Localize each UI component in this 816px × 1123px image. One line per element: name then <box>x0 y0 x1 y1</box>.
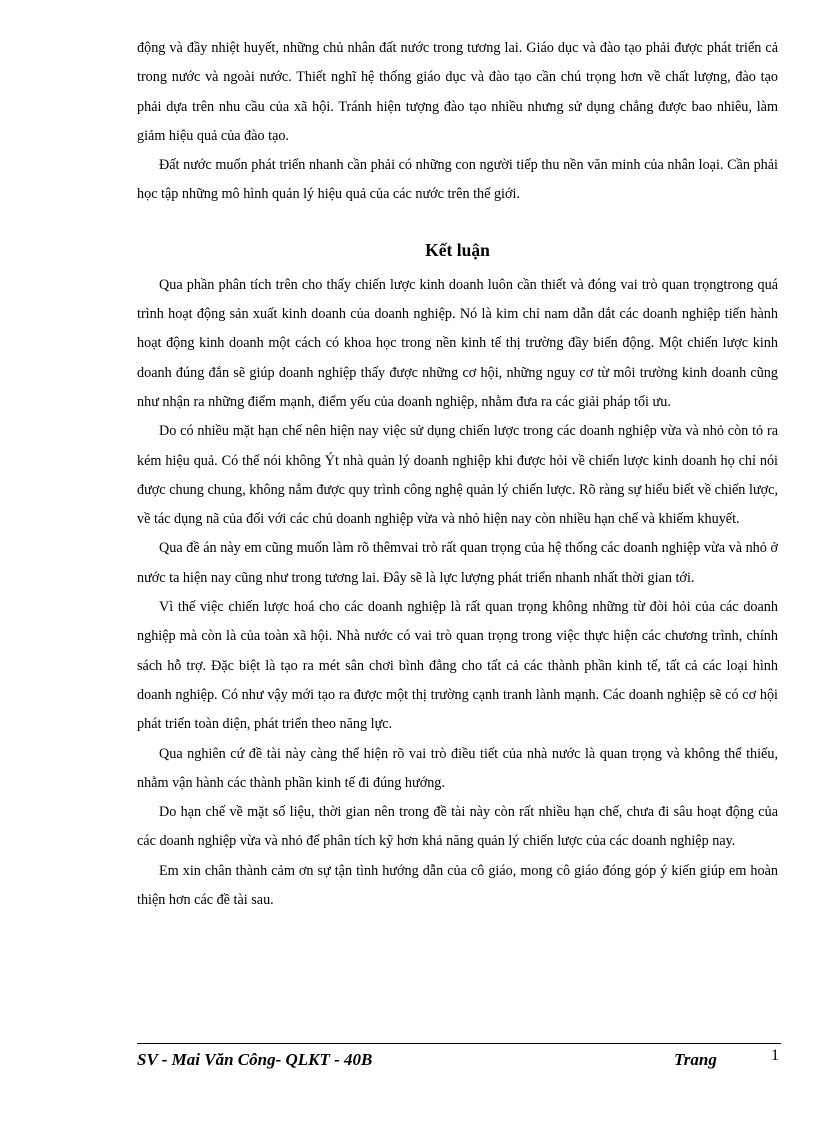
paragraph: Qua phần phân tích trên cho thấy chiến lược kinh doanh luôn cần thiết và đóng vai trò quan trọngtrong quá trình hoạt động sản xuất kinh doanh của doanh nghiệp. Nó là kim chỉ nam dẫn dắt các doanh nghiệp tiến hành hoạt động kinh doanh một cách có khoa học trong nền kinh tế thị trường đầy biến động. Một chiến lược kinh doanh đúng đắn sẽ giúp doanh nghiệp thấy được những cơ hội, những nguy cơ từ môi trường kinh doanh cũng như nhận ra những điểm mạnh, điểm yếu của doanh nghiệp, nhằm đưa ra các giải pháp tối ưu. <box>137 276 778 410</box>
paragraph: Qua nghiên cứ đề tài này càng thể hiện rõ vai trò điều tiết của nhà nước là quan trọng và không thể thiếu, nhằm vận hành các thành phần kinh tế đi đúng hướng. <box>137 745 778 791</box>
paragraph: Do có nhiều mặt hạn chế nên hiện nay việc sử dụng chiến lược trong các doanh nghiệp vừa và nhỏ còn tỏ ra kém hiệu quả. Có thể nói không Ýt nhà quản lý doanh nghiệp khi được hỏi về chiến lược kinh doanh họ chỉ nói được chung chung, không nắm được quy trình công nghệ quản lý chiến lược. Rõ ràng sự hiểu biết về chiến lược, về tác dụng nã của đối với các chủ doanh nghiệp vừa và nhỏ hiện nay còn nhiều hạn chế và khiếm khuyết. <box>137 423 778 528</box>
footer-author: SV - Mai Văn Công- QLKT - 40B <box>137 1050 373 1069</box>
paragraph: Vì thế việc chiến lược hoá cho các doanh nghiệp là rất quan trọng không những từ đòi hỏi của các doanh nghiệp mà còn là của toàn xã hội. Nhà nước có vai trò quan trọng trong việc thực hiện các chương trình, chính sách hỗ trợ. Đặc biệt là tạo ra mét sân chơi bình đẳng cho tất cả các thành phần kinh tế, tất cả các loại hình doanh nghiệp. Có như vậy mới tạo ra được một thị trường cạnh tranh lành mạnh. Các doanh nghiệp sẽ có cơ hội phát triển toàn diện, phát triển theo năng lực. <box>137 599 778 733</box>
section-heading: Kết luận <box>425 239 490 260</box>
paragraph: Đất nước muốn phát triển nhanh cần phải có những con người tiếp thu nền văn minh của nhân loại. Cần phải học tập những mô hình quản lý hiệu quả của các nước trên thế giới. <box>137 157 778 203</box>
paragraph: Qua đề án này em cũng muốn làm rõ thêmvai trò rất quan trọng của hệ thống các doanh nghiệp vừa và nhỏ ở nước ta hiện nay cũng như trong tương lai. Đây sẽ là lực lượng phát triển nhanh nhất thời gian tới. <box>137 540 778 586</box>
page-number: 1 <box>771 1047 779 1064</box>
paragraph: Do hạn chế về mặt số liệu, thời gian nên trong đề tài này còn rất nhiều hạn chế, chưa đi sâu hoạt động của các doanh nghiệp vừa và nhỏ để phân tích kỹ hơn khả năng quản lý chiến lược của các doanh nghiệp nay. <box>137 804 778 850</box>
document-body <box>137 34 778 915</box>
paragraph-continued: động và đầy nhiệt huyết, những chủ nhân đất nước trong tương lai. Giáo dục và đào tạo phải được phát triển cả trong nước và ngoài nước. Thiết nghĩ hệ thống giáo dục và đào tạo cần chú trọng hơn về chất lượng, đào tạo phải dựa trên nhu cầu của xã hội. Tránh hiện tượng đào tạo nhiều nhưng sử dụng chẳng được bao nhiêu, làm giảm hiệu quả của đào tạo. <box>137 40 778 144</box>
paragraph: Em xin chân thành cảm ơn sự tận tình hướng dẫn của cô giáo, mong cô giáo đóng góp ý kiến giúp em hoàn thiện hơn các đề tài sau. <box>137 862 778 909</box>
footer-page-label: Trang <box>674 1050 717 1069</box>
page-footer <box>137 1043 781 1069</box>
